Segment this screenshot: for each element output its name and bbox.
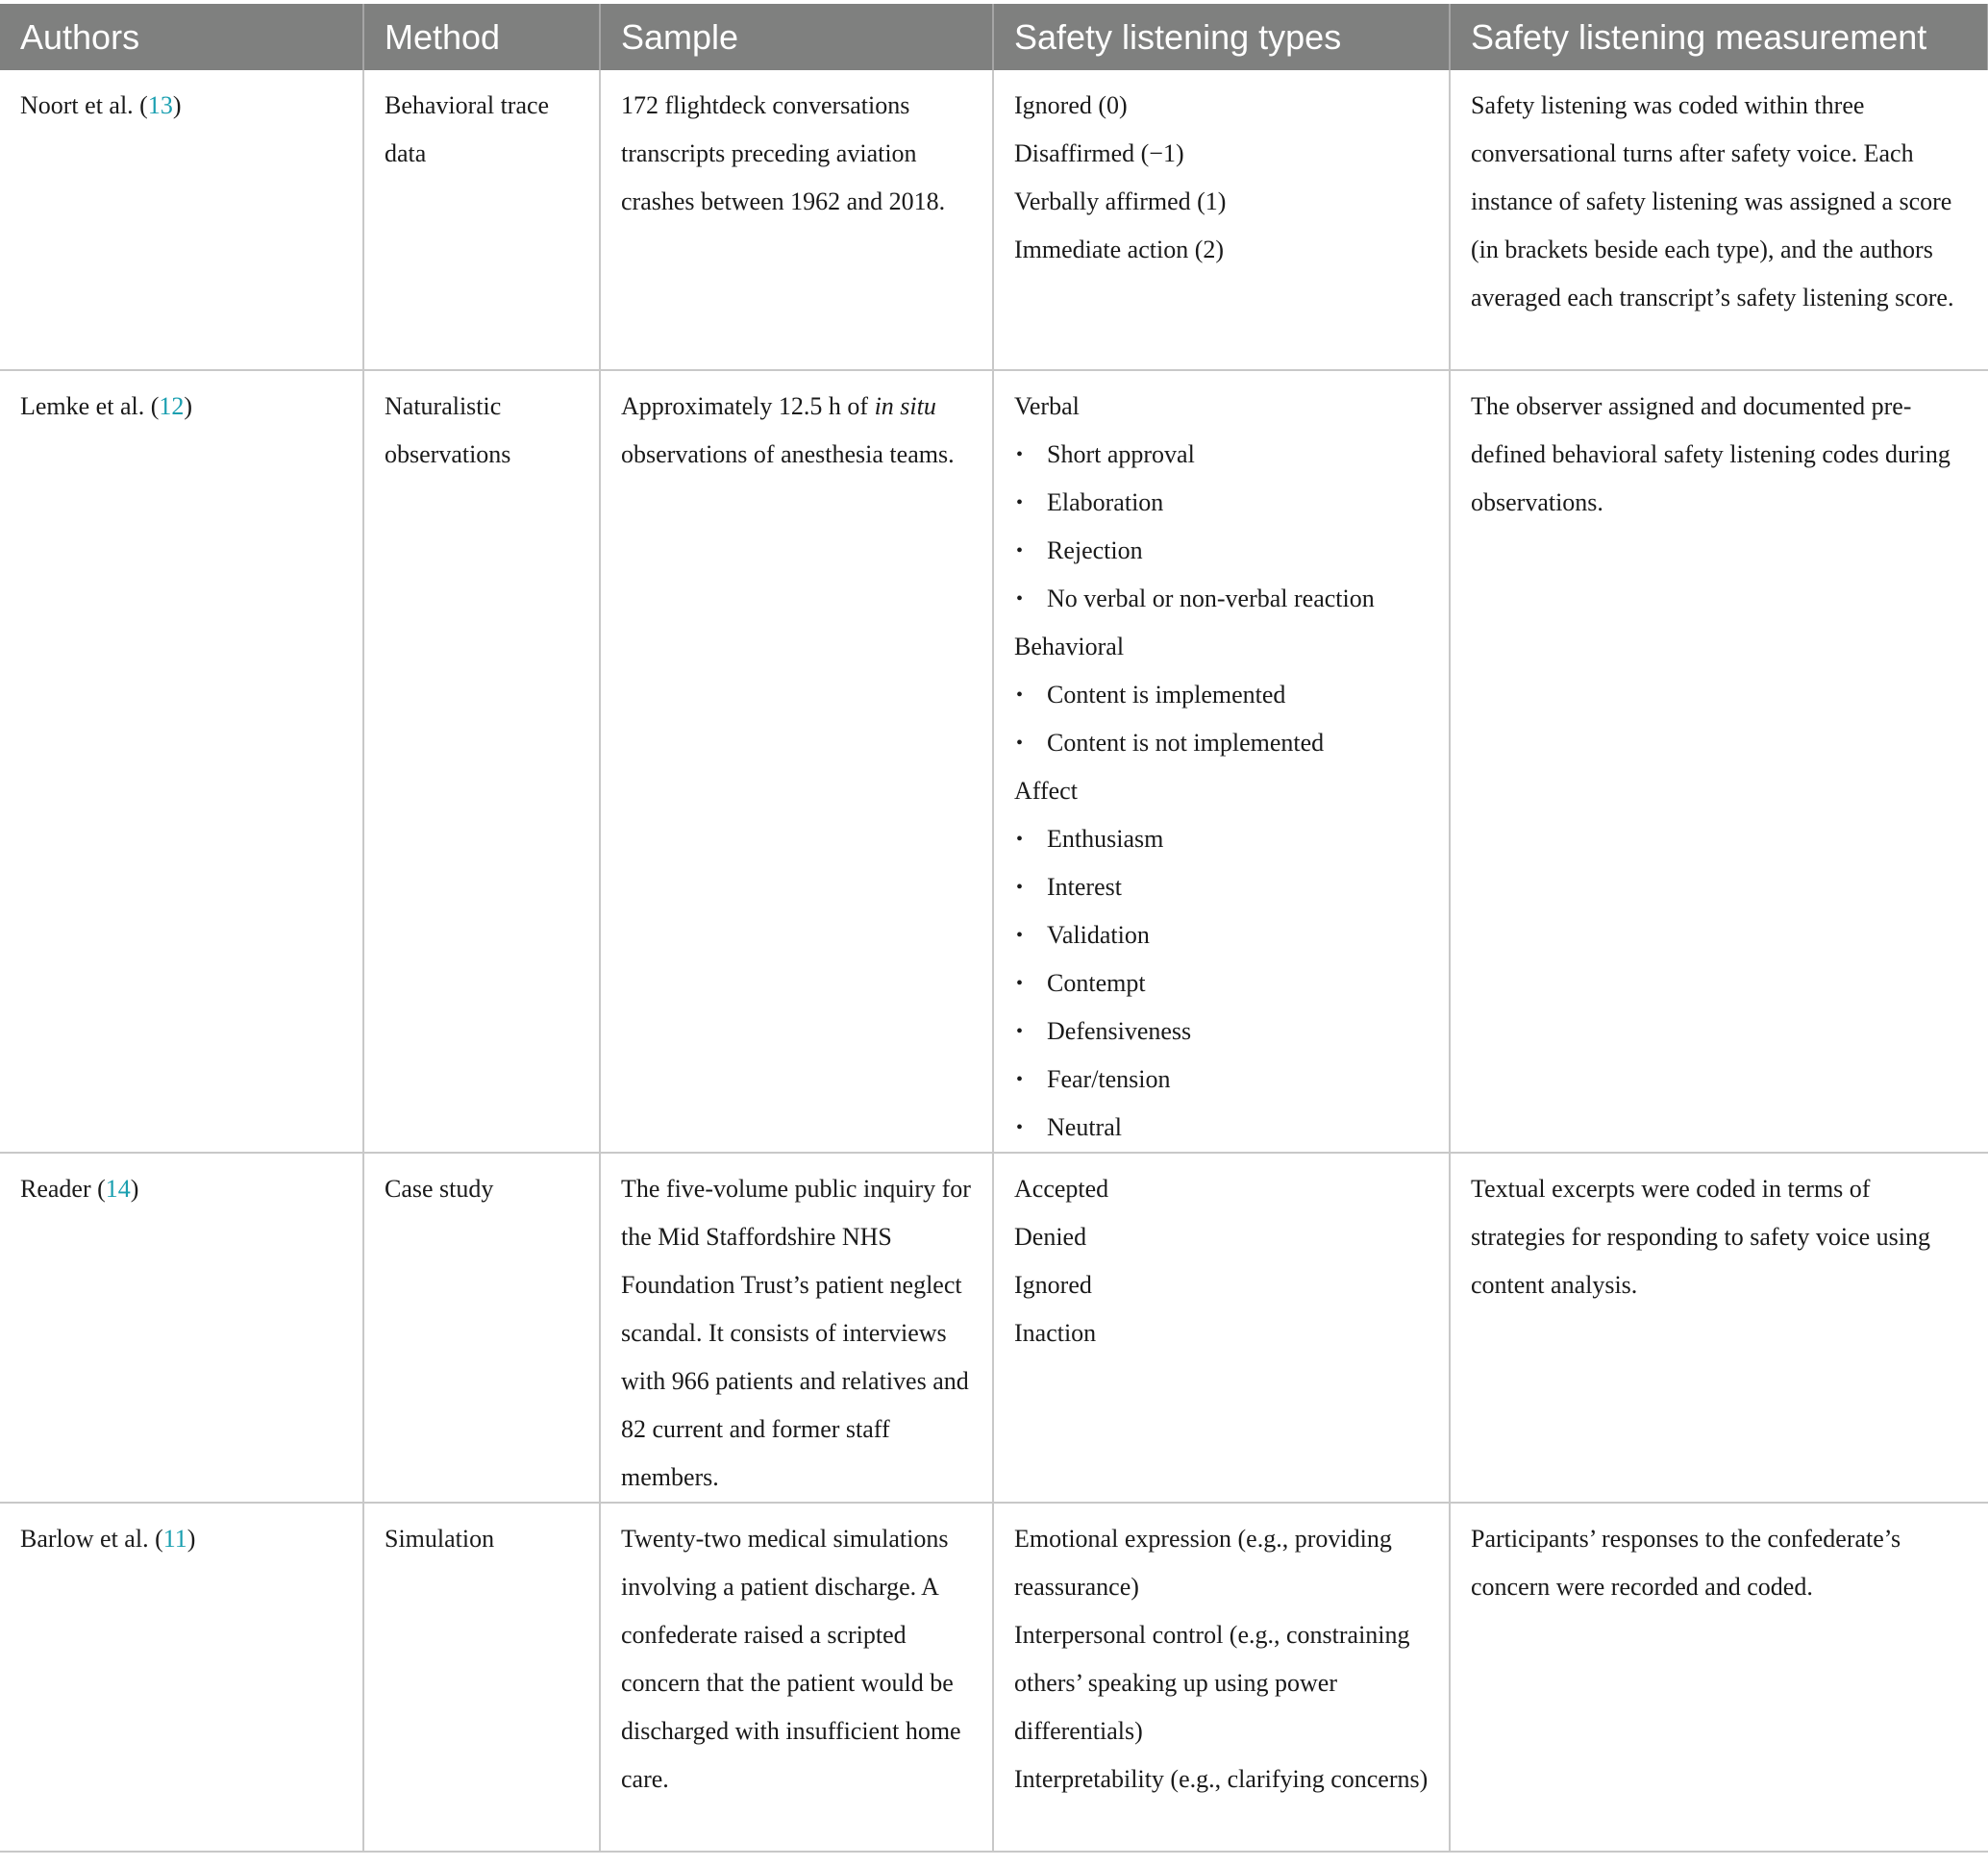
header-measurement: Safety listening measurement (1450, 4, 1988, 70)
method-cell: Behavioral trace data (363, 70, 600, 370)
authors-cell (0, 1503, 363, 1852)
listening-subtype: • No verbal or non-verbal reaction (1014, 575, 1429, 623)
table-row (0, 1503, 1988, 1852)
author-name: Lemke et al. ( (20, 392, 160, 420)
measurement-cell: The observer assigned and documented pre-defined behavioral safety listening codes during observations. (1450, 370, 1988, 1153)
authors-cell (0, 1153, 363, 1503)
types-cell (993, 1503, 1450, 1852)
header-row (0, 4, 1988, 70)
method-cell: Case study (363, 1153, 600, 1503)
method-cell: Simulation (363, 1503, 600, 1852)
measurement-cell: Participants’ responses to the confederate’s concern were recorded and coded. (1450, 1503, 1988, 1852)
header-types: Safety listening types (993, 4, 1450, 70)
listening-type: Ignored (0) (1014, 91, 1128, 119)
sample-cell (600, 1153, 993, 1503)
table-row (0, 370, 1988, 1153)
header-method: Method (363, 4, 600, 70)
author-name: Noort et al. ( (20, 91, 148, 119)
author-paren: ) (184, 392, 193, 420)
listening-type: Immediate action (2) (1014, 236, 1225, 263)
listening-subtype: • Content is not implemented (1014, 719, 1429, 767)
sample-text: 172 flightdeck conversations transcripts preceding aviation crashes between 1962 and 2018. (621, 91, 946, 215)
sample-text: Approximately 12.5 h of (621, 392, 875, 420)
reference-link[interactable]: 14 (105, 1175, 131, 1203)
author-paren: ) (172, 91, 182, 119)
measurement-cell: Safety listening was coded within three conversational turns after safety voice. Each instance of safety listening was assigned a score (in brackets beside each type), and the authors averaged each transcript’s safety listening score. (1450, 70, 1988, 370)
reference-link[interactable]: 11 (162, 1525, 187, 1553)
studies-table (0, 4, 1988, 1853)
listening-type: Disaffirmed (−1) (1014, 139, 1184, 167)
listening-subtype: • Content is implemented (1014, 671, 1429, 719)
reference-link[interactable]: 12 (159, 392, 185, 420)
listening-subtype: • Fear/tension (1014, 1056, 1429, 1104)
author-paren: ) (186, 1525, 196, 1553)
listening-subtype: • Neutral (1014, 1104, 1429, 1152)
authors-cell (0, 370, 363, 1153)
listening-subtype: • Validation (1014, 911, 1429, 959)
listening-type: Interpretability (e.g., clarifying concerns) (1014, 1765, 1429, 1793)
listening-subtype: • Enthusiasm (1014, 815, 1429, 863)
sample-cell (600, 1503, 993, 1852)
listening-type: Affect (1014, 777, 1078, 805)
author-name: Barlow et al. ( (20, 1525, 163, 1553)
listening-type: Verbally affirmed (1) (1014, 187, 1227, 215)
sample-text: Twenty-two medical simulations involving a patient discharge. A confederate raised a scripted concern that the patient would be discharged with insufficient home care. (621, 1525, 961, 1793)
author-paren: ) (130, 1175, 139, 1203)
header-authors: Authors (0, 4, 363, 70)
listening-type: Accepted (1014, 1175, 1109, 1203)
listening-subtype: • Rejection (1014, 527, 1429, 575)
listening-subtype: • Contempt (1014, 959, 1429, 1008)
author-name: Reader ( (20, 1175, 106, 1203)
listening-type: Behavioral (1014, 633, 1125, 660)
listening-type: Ignored (1014, 1271, 1092, 1299)
sample-italic: in situ (874, 392, 936, 420)
listening-subtype: • Defensiveness (1014, 1008, 1429, 1056)
listening-type: Interpersonal control (e.g., constraining others’ speaking up using power differentials) (1014, 1621, 1410, 1745)
table-row (0, 70, 1988, 370)
measurement-cell: Textual excerpts were coded in terms of strategies for responding to safety voice using content analysis. (1450, 1153, 1988, 1503)
sample-cell (600, 370, 993, 1153)
listening-subtype: • Elaboration (1014, 479, 1429, 527)
listening-type: Inaction (1014, 1319, 1097, 1347)
header-sample: Sample (600, 4, 993, 70)
authors-cell (0, 70, 363, 370)
table-row (0, 1153, 1988, 1503)
listening-subtype: • Short approval (1014, 431, 1429, 479)
listening-type: Emotional expression (e.g., providing reassurance) (1014, 1525, 1392, 1601)
types-cell (993, 70, 1450, 370)
method-cell: Naturalistic observations (363, 370, 600, 1153)
types-cell (993, 370, 1450, 1153)
reference-link[interactable]: 13 (147, 91, 173, 119)
sample-cell (600, 70, 993, 370)
listening-subtype: • Interest (1014, 863, 1429, 911)
listening-type: Denied (1014, 1223, 1087, 1251)
sample-text: The five-volume public inquiry for the Mid Staffordshire NHS Foundation Trust’s patient neglect scandal. It consists of interviews with 966 patients and relatives and 82 current and former staff members. (621, 1175, 971, 1491)
sample-text-end: observations of anesthesia teams. (621, 440, 955, 468)
listening-type: Verbal (1014, 392, 1080, 420)
types-cell (993, 1153, 1450, 1503)
